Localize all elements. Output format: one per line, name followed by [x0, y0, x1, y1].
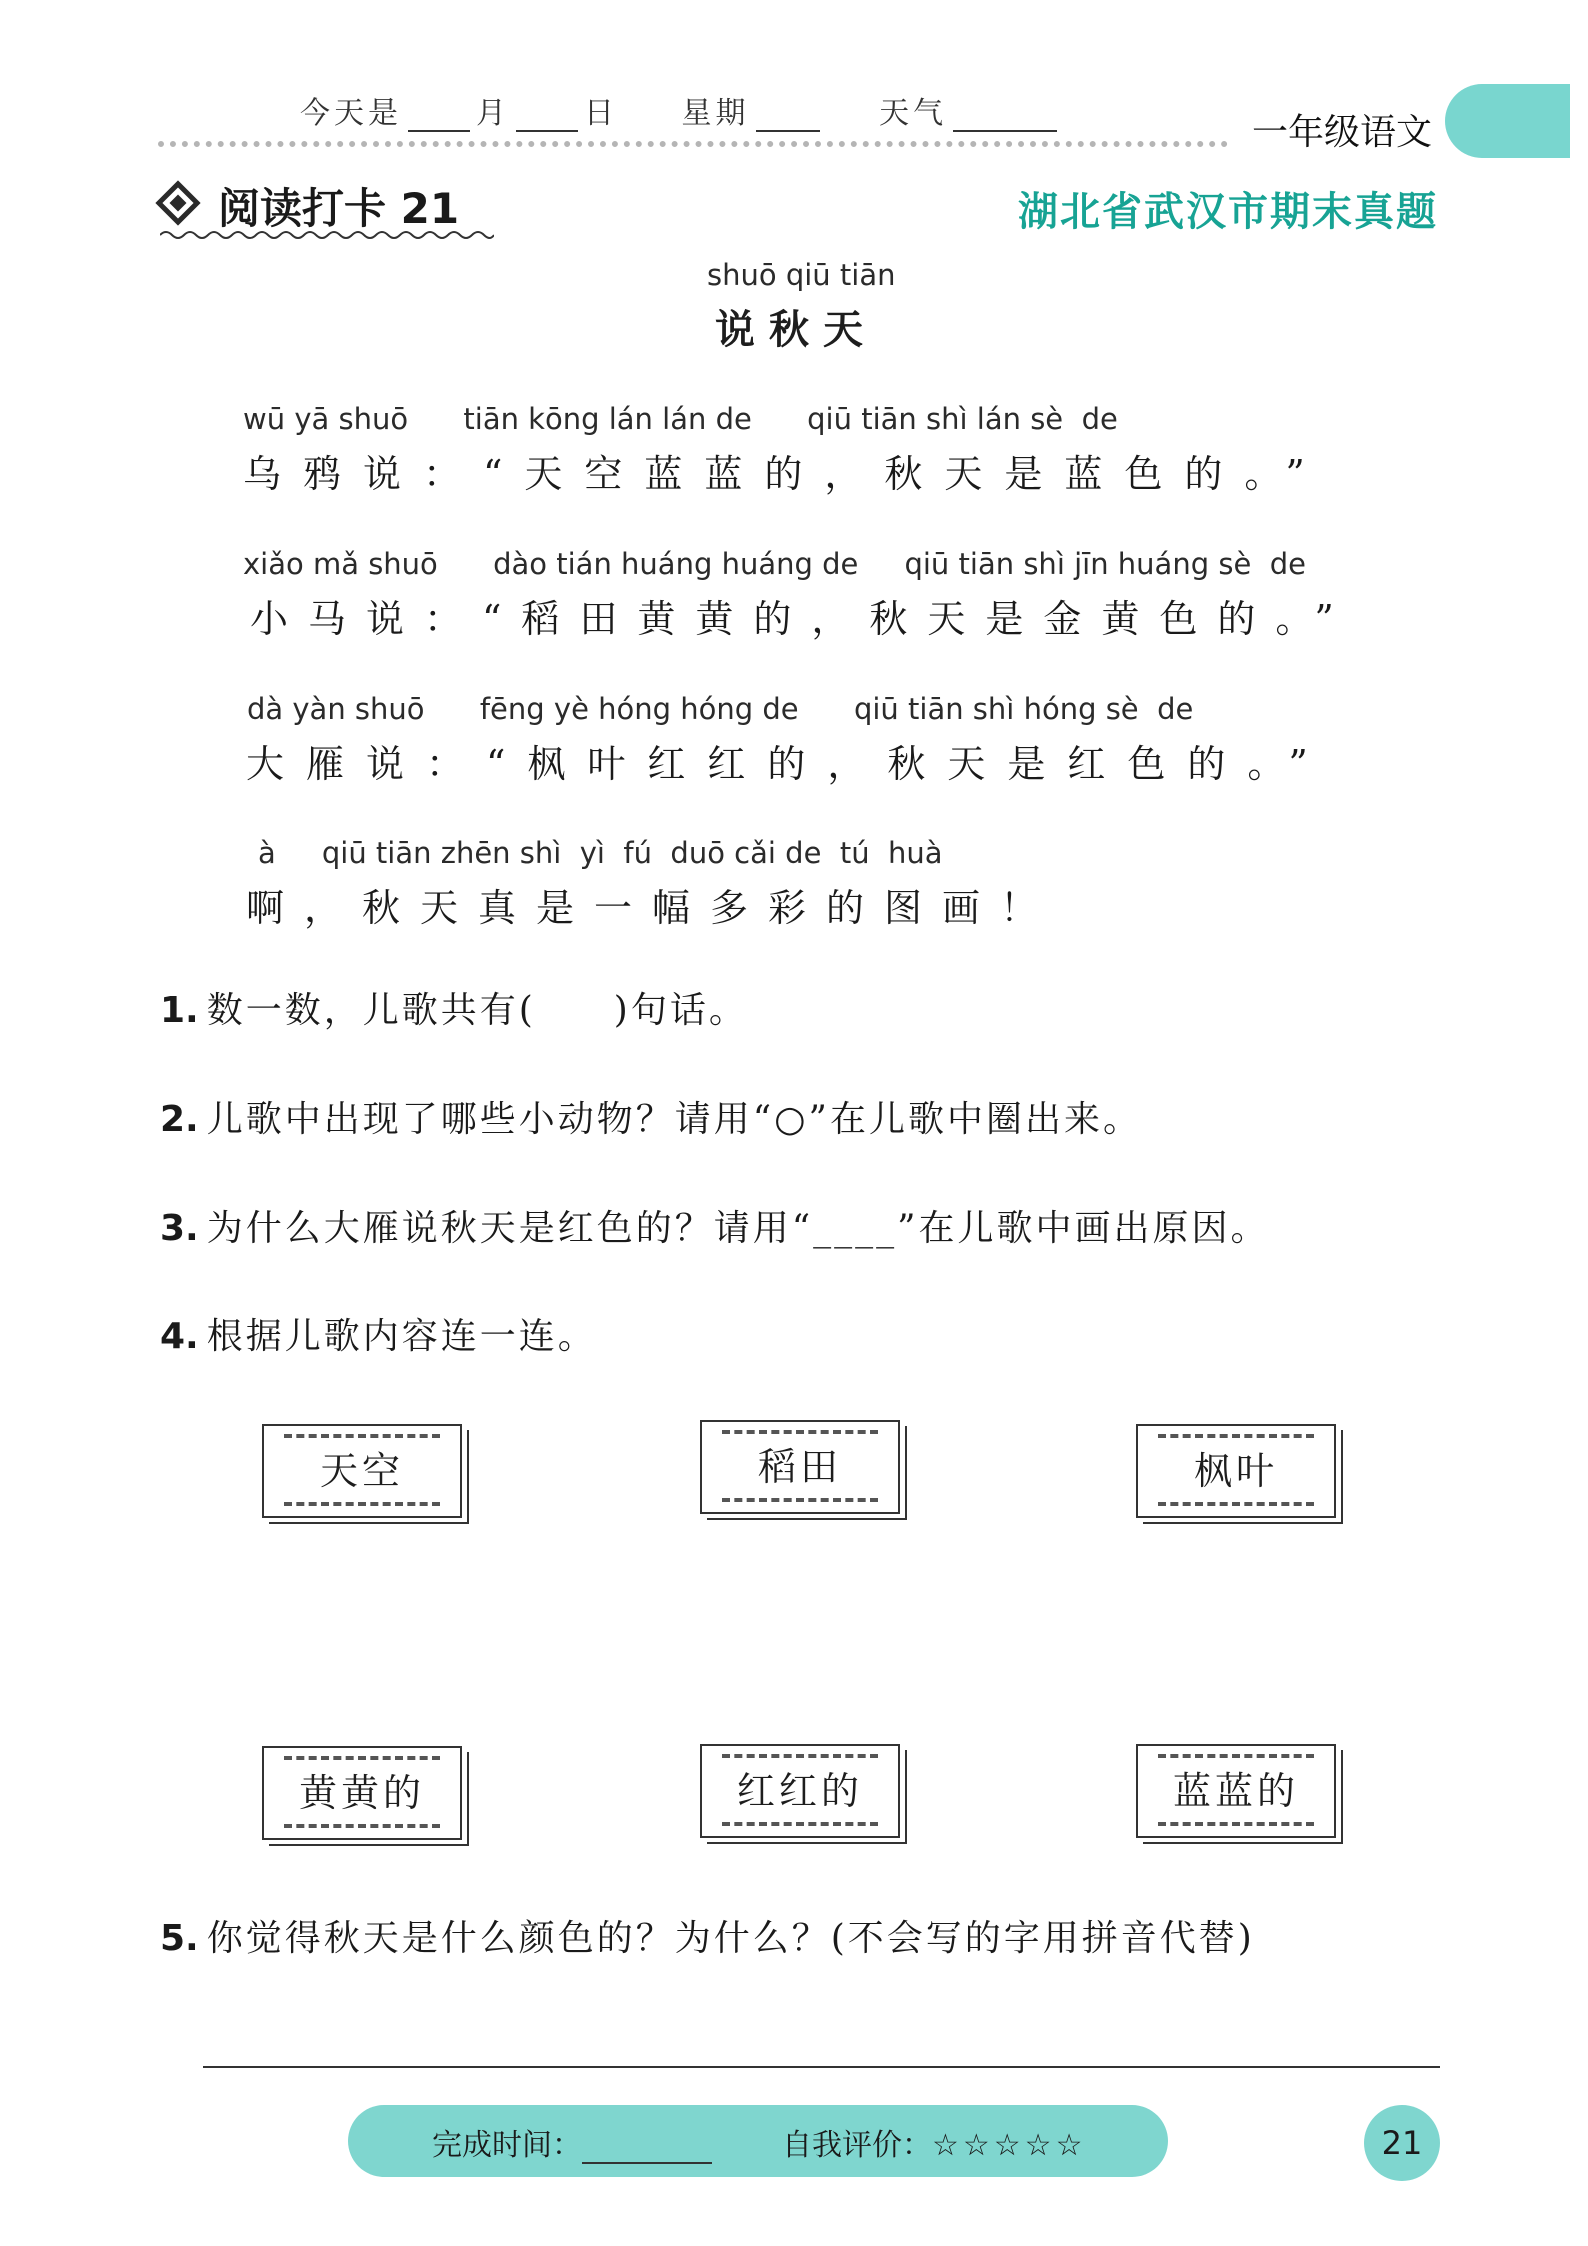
weekday-label: 星期 [681, 96, 750, 131]
grade-tab [1445, 84, 1570, 158]
self-evaluation [782, 2120, 1086, 2164]
section-title: 阅读打卡 21 [218, 184, 460, 233]
question-5: 5. 你觉得秋天是什么颜色的？为什么？(不会写的字用拼音代替) [160, 1918, 1255, 1959]
match-card-top-1[interactable]: 天空 [262, 1424, 462, 1518]
question-2: 2. 儿歌中出现了哪些小动物？请用“○”在儿歌中圈出来。 [160, 1099, 1142, 1140]
wavy-underline [160, 228, 494, 242]
poem-line-4: 啊，秋天真是一幅多彩的图画！ [246, 886, 1059, 930]
question-4: 4. 根据儿歌内容连一连。 [160, 1316, 597, 1357]
poem-line-2: 小马说：“稻田黄黄的，秋天是金黄色的。” [250, 597, 1354, 641]
today-label: 今天是 [300, 96, 402, 131]
time-label: 完成时间： [432, 2128, 582, 2163]
time-blank[interactable] [582, 2132, 712, 2164]
poem-title-pinyin: shuō qiū tiān [707, 258, 896, 292]
poem-title: 说秋天 [715, 306, 877, 353]
day-label: 日 [584, 96, 618, 131]
match-card-top-2[interactable]: 稻田 [700, 1420, 900, 1514]
poem-line-2-pinyin: xiǎo mǎ shuō dào tián huáng huáng de qiū tiān shì jīn huáng sè de [243, 547, 1306, 581]
question-1: 1. 数一数，儿歌共有( )句话。 [160, 990, 748, 1031]
poem-line-4-pinyin: à qiū tiān zhēn shì yì fú duō cǎi de tú huà [258, 836, 943, 870]
completion-time [432, 2120, 712, 2164]
page-number: 21 [1364, 2105, 1440, 2181]
grade-label: 一年级语文 [1252, 112, 1433, 153]
dotted-divider [158, 141, 1228, 147]
source-label: 湖北省武汉市期末真题 [1018, 189, 1438, 235]
question-3: 3. 为什么大雁说秋天是红色的？请用“____”在儿歌中画出原因。 [160, 1208, 1270, 1249]
answer-line[interactable] [203, 2066, 1440, 2068]
weekday-blank[interactable] [756, 100, 820, 132]
match-card-bottom-3[interactable]: 蓝蓝的 [1136, 1744, 1336, 1838]
match-card-bottom-2[interactable]: 红红的 [700, 1744, 900, 1838]
match-card-top-3[interactable]: 枫叶 [1136, 1424, 1336, 1518]
poem-line-3: 大雁说：“枫叶红红的，秋天是红色的。” [246, 742, 1330, 786]
star-rating[interactable]: ☆☆☆☆☆ [932, 2128, 1087, 2163]
weather-label: 天气 [879, 96, 948, 131]
poem-line-1: 乌鸦说：“天空蓝蓝的，秋天是蓝色的。” [243, 452, 1327, 496]
eval-label: 自我评价： [782, 2128, 932, 2163]
poem-line-1-pinyin: wū yā shuō tiān kōng lán lán de qiū tiān shì lán sè de [243, 402, 1118, 436]
match-card-bottom-1[interactable]: 黄黄的 [262, 1746, 462, 1840]
poem-line-3-pinyin: dà yàn shuō fēng yè hóng hóng de qiū tiān shì hóng sè de [247, 692, 1194, 726]
month-blank[interactable] [408, 100, 470, 132]
diamond-icon [155, 180, 200, 225]
date-line [300, 88, 1063, 132]
day-blank[interactable] [516, 100, 578, 132]
weather-blank[interactable] [953, 100, 1057, 132]
month-label: 月 [476, 96, 510, 131]
